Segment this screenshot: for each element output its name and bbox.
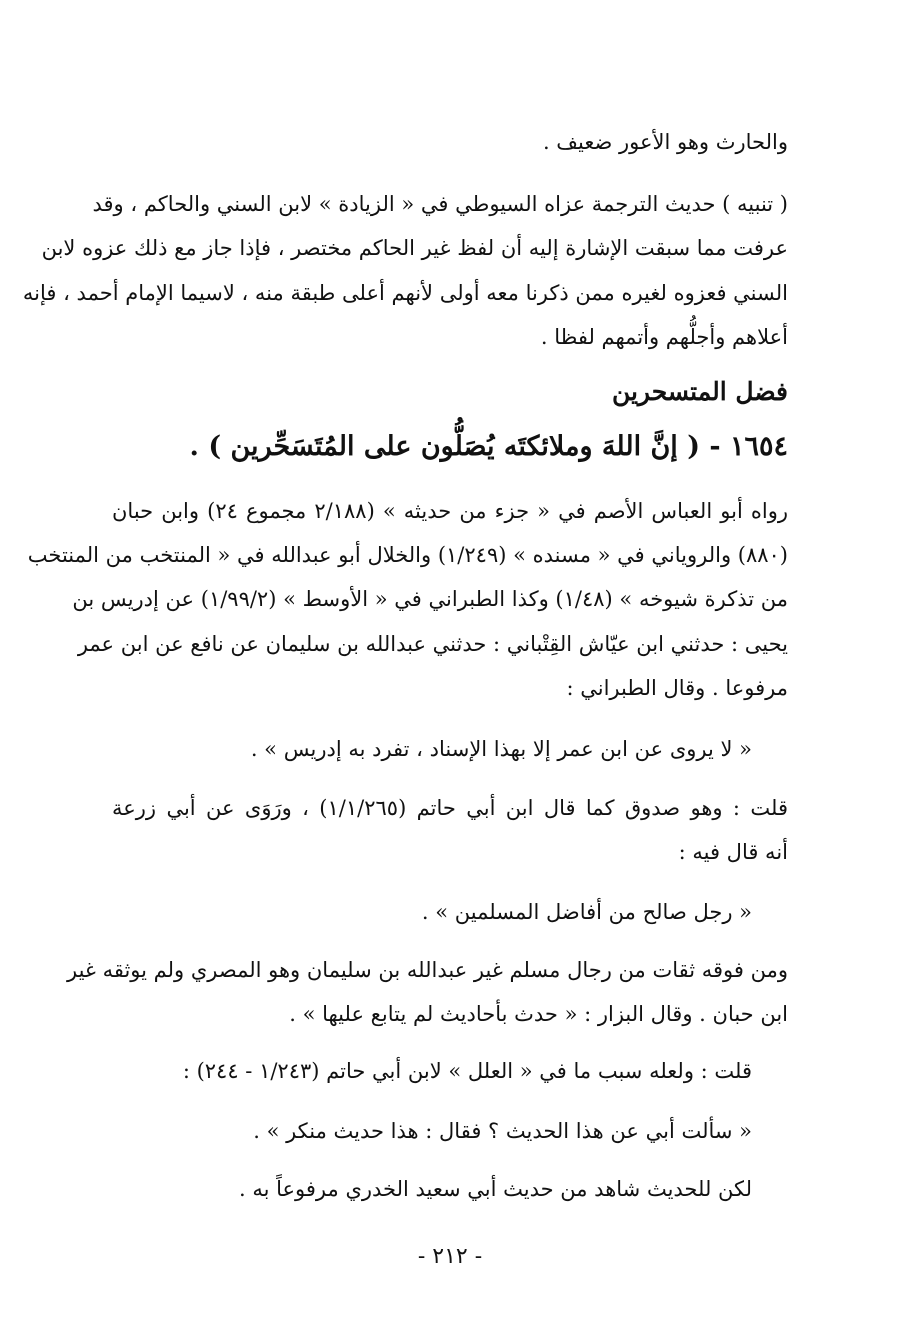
text-line: مرفوعا . وقال الطبراني : — [566, 676, 788, 700]
text-line: ( تنبيه ) حديث الترجمة عزاه السيوطي في « الزيادة » لابن السني والحاكم ، وقد — [92, 192, 788, 216]
text-line: عرفت مما سبقت الإشارة إليه أن لفظ غير الحاكم مختصر ، فإذا جاز مع ذلك عزوه لابن — [41, 236, 788, 260]
text-line: رواه أبو العباس الأصم في « جزء من حديثه » (٢/١٨٨ مجموع ٢٤) وابن حبان — [112, 499, 788, 523]
text-line: يحيى : حدثني ابن عيّاش القِتْباني : حدثني عبدالله بن سليمان عن نافع عن ابن عمر — [77, 632, 788, 656]
text-line: ومن فوقه ثقات من رجال مسلم غير عبدالله بن سليمان وهو المصري ولم يوثقه غير — [66, 958, 788, 982]
text-line: (٨٨٠) والروياني في « مسنده » (١/٢٤٩) والخلال أبو عبدالله في « المنتخب من المنتخب — [27, 543, 788, 567]
quote-line: « لا يروى عن ابن عمر إلا بهذا الإسناد ، تفرد به إدريس » . — [250, 737, 752, 761]
text-line: أعلاهم وأجلُّهم وأتمهم لفظا . — [540, 325, 788, 349]
quote-line: « سألت أبي عن هذا الحديث ؟ فقال : هذا حديث منكر » . — [253, 1119, 752, 1143]
text-line: قلت : ولعله سبب ما في « العلل » لابن أبي حاتم (١/٢٤٣ - ٢٤٤) : — [182, 1059, 752, 1083]
quote-line: « رجل صالح من أفاضل المسلمين » . — [421, 900, 752, 924]
hadith-heading: ١٦٥٤ - ( إنَّ اللهَ وملائكتَه يُصَلُّون على المُتَسَحِّرين ) . — [189, 431, 788, 462]
page-number: - ٢١٢ - — [417, 1244, 483, 1269]
text-line: قلت : وهو صدوق كما قال ابن أبي حاتم (١/١/٢٦٥) ، ورَوَى عن أبي زرعة — [112, 796, 789, 820]
text-line: ابن حبان . وقال البزار : « حدث بأحاديث لم يتابع عليها » . — [289, 1002, 788, 1026]
section-title: فضل المتسحرين — [611, 377, 788, 406]
text-line: من تذكرة شيوخه » (١/٤٨) وكذا الطبراني في « الأوسط » (١/٩٩/٢) عن إدريس بن — [72, 587, 788, 611]
text-line: لكن للحديث شاهد من حديث أبي سعيد الخدري مرفوعاً به . — [238, 1177, 752, 1201]
text-line: أنه قال فيه : — [678, 840, 788, 864]
text-line: السني فعزوه لغيره ممن ذكرنا معه أولى لأنهم أعلى طبقة منه ، لاسيما الإمام أحمد ، فإنه — [22, 281, 788, 305]
text-line: والحارث وهو الأعور ضعيف . — [542, 130, 788, 154]
